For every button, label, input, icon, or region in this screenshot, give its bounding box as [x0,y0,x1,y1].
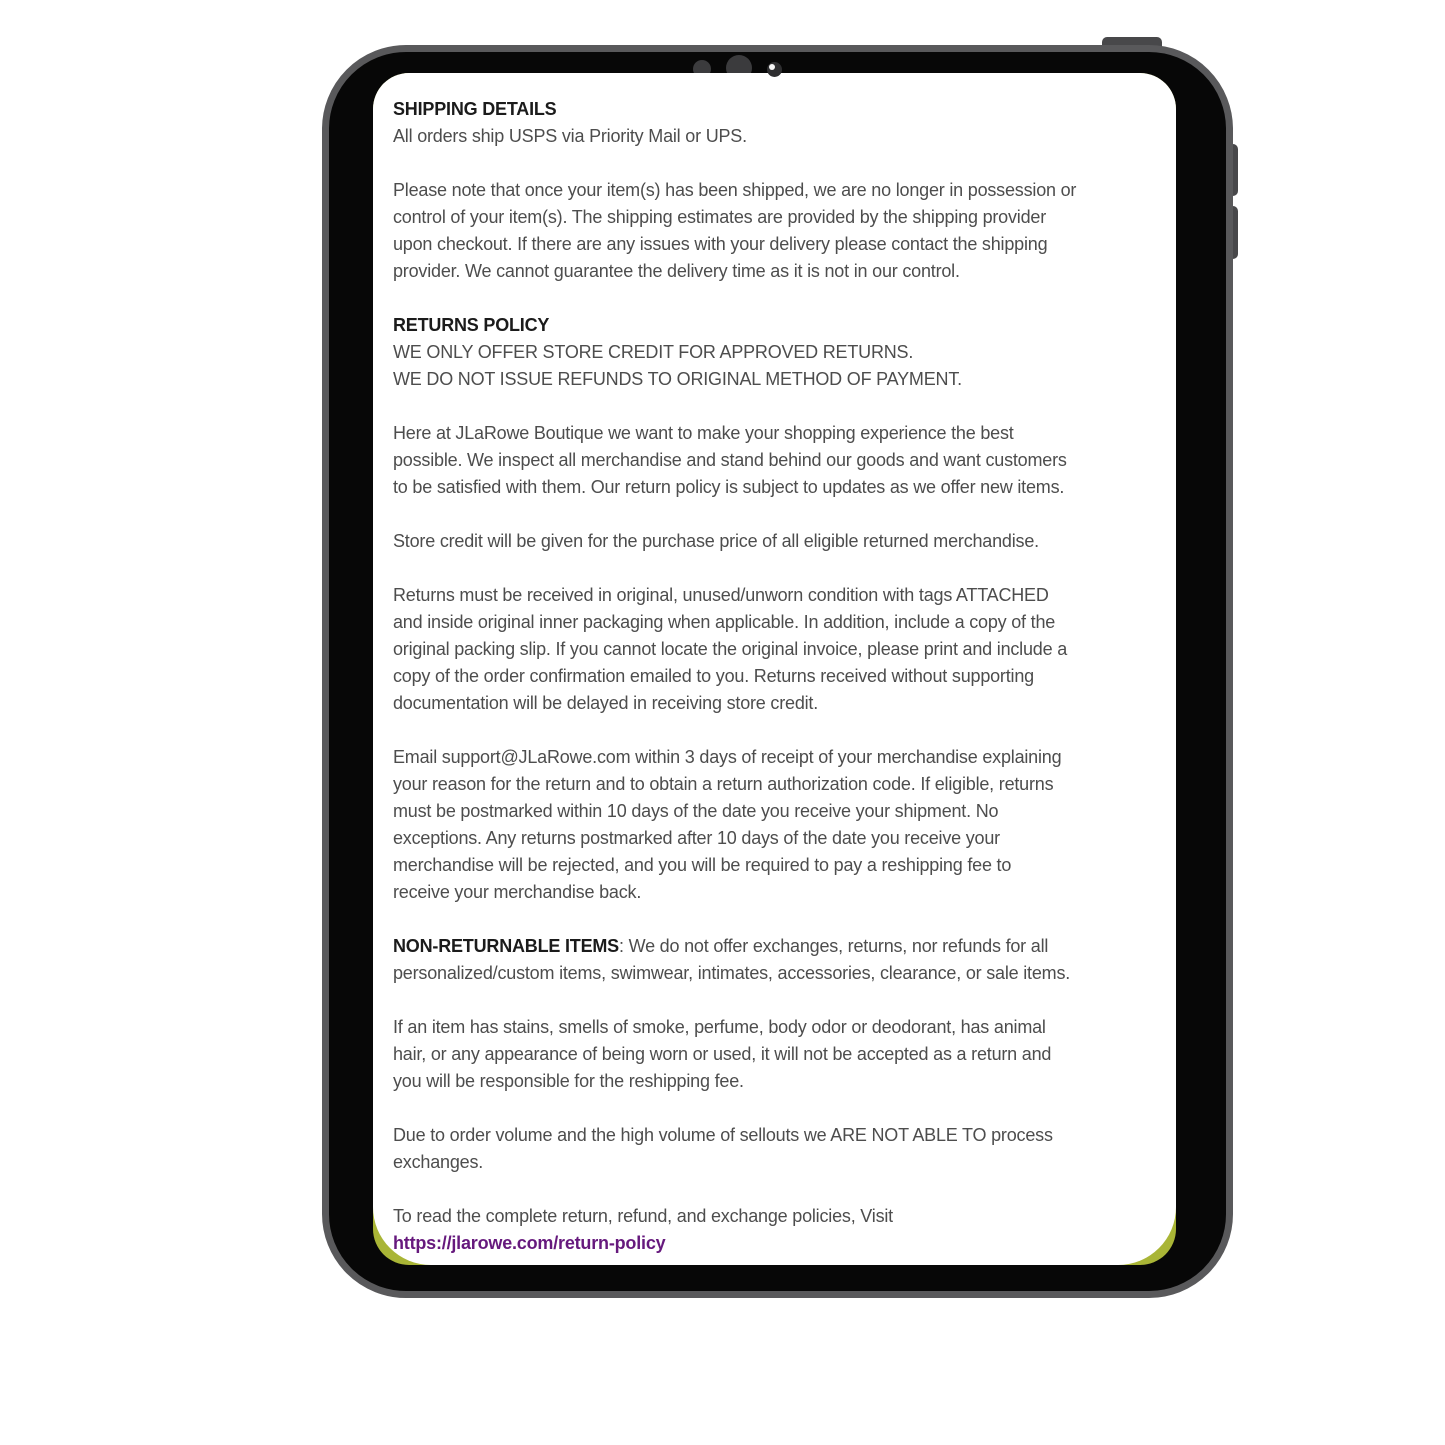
policy-document [373,73,1176,1265]
returns-intro-paragraph: Here at JLaRowe Boutique we want to make your shopping experience the best possible. We inspect all merchandise and stand behind our goods and want customers to be satisfied with them. Our return policy is subject to updates as we offer new items. [393,423,1067,497]
non-returnable-text: : We do not offer exchanges, returns, nor refunds for all [619,936,1049,956]
tablet-screen [373,73,1176,1265]
camera-glint-icon [769,64,775,70]
shipping-section [393,96,1156,150]
footer-text: To read the complete return, refund, and exchange policies, Visit [393,1206,893,1226]
shipping-details-heading: SHIPPING DETAILS [393,99,557,119]
returns-policy-heading: RETURNS POLICY [393,315,550,335]
tablet-frame [322,45,1233,1298]
return-condition-paragraph: Returns must be received in original, unused/unworn condition with tags ATTACHED and inside original inner packaging when applicable. In addition, include a copy of the original packing slip. If you cannot locate the original invoice, please print and include a copy of the order confirmation emailed to you. Returns received without supporting documentation will be delayed in receiving store credit. [393,585,1068,713]
store-credit-paragraph: Store credit will be given for the purchase price of all eligible returned merchandise. [393,531,1039,551]
worn-items-paragraph: If an item has stains, smells of smoke, perfume, body odor or deodorant, has animal hair, or any appearance of being worn or used, it will not be accepted as a return and you will be responsible for the reshipping fee. [393,1017,1052,1091]
non-returnable-label: NON-RETURNABLE ITEMS [393,936,619,956]
non-returnable-paragraph [393,933,1156,987]
email-instructions-paragraph: Email support@JLaRowe.com within 3 days of receipt of your merchandise explaining your reason for the return and to obtain a return authorization code. If eligible, returns must be postmarked within 10 days of the date you receive your shipment. No exceptions. Any returns postmarked after 10 days of the date you receive your merchandise will be rejected, and you will be required to pay a reshipping fee to receive your merchandise back. [393,747,1062,902]
shipping-note-paragraph: Please note that once your item(s) has been shipped, we are no longer in possession or control of your item(s). The shipping estimates are provided by the shipping provider upon checkout. If there are any issues with your delivery please contact the shipping provider. We cannot guarantee the delivery time as it is not in our control. [393,180,1077,281]
return-policy-link[interactable]: https://jlarowe.com/return-policy [393,1233,666,1253]
returns-policy-section [393,312,1156,393]
exchanges-paragraph: Due to order volume and the high volume of sellouts we ARE NOT ABLE TO process exchanges. [393,1125,1053,1172]
non-returnable-line2: personalized/custom items, swimwear, intimates, accessories, clearance, or sale items. [393,963,1071,983]
footer-section [393,1203,1156,1257]
shipping-intro: All orders ship USPS via Priority Mail or UPS. [393,126,747,146]
returns-policy-lines: WE ONLY OFFER STORE CREDIT FOR APPROVED RETURNS. WE DO NOT ISSUE REFUNDS TO ORIGINAL METHOD OF PAYMENT. [393,342,962,389]
front-camera-icon [767,62,782,77]
